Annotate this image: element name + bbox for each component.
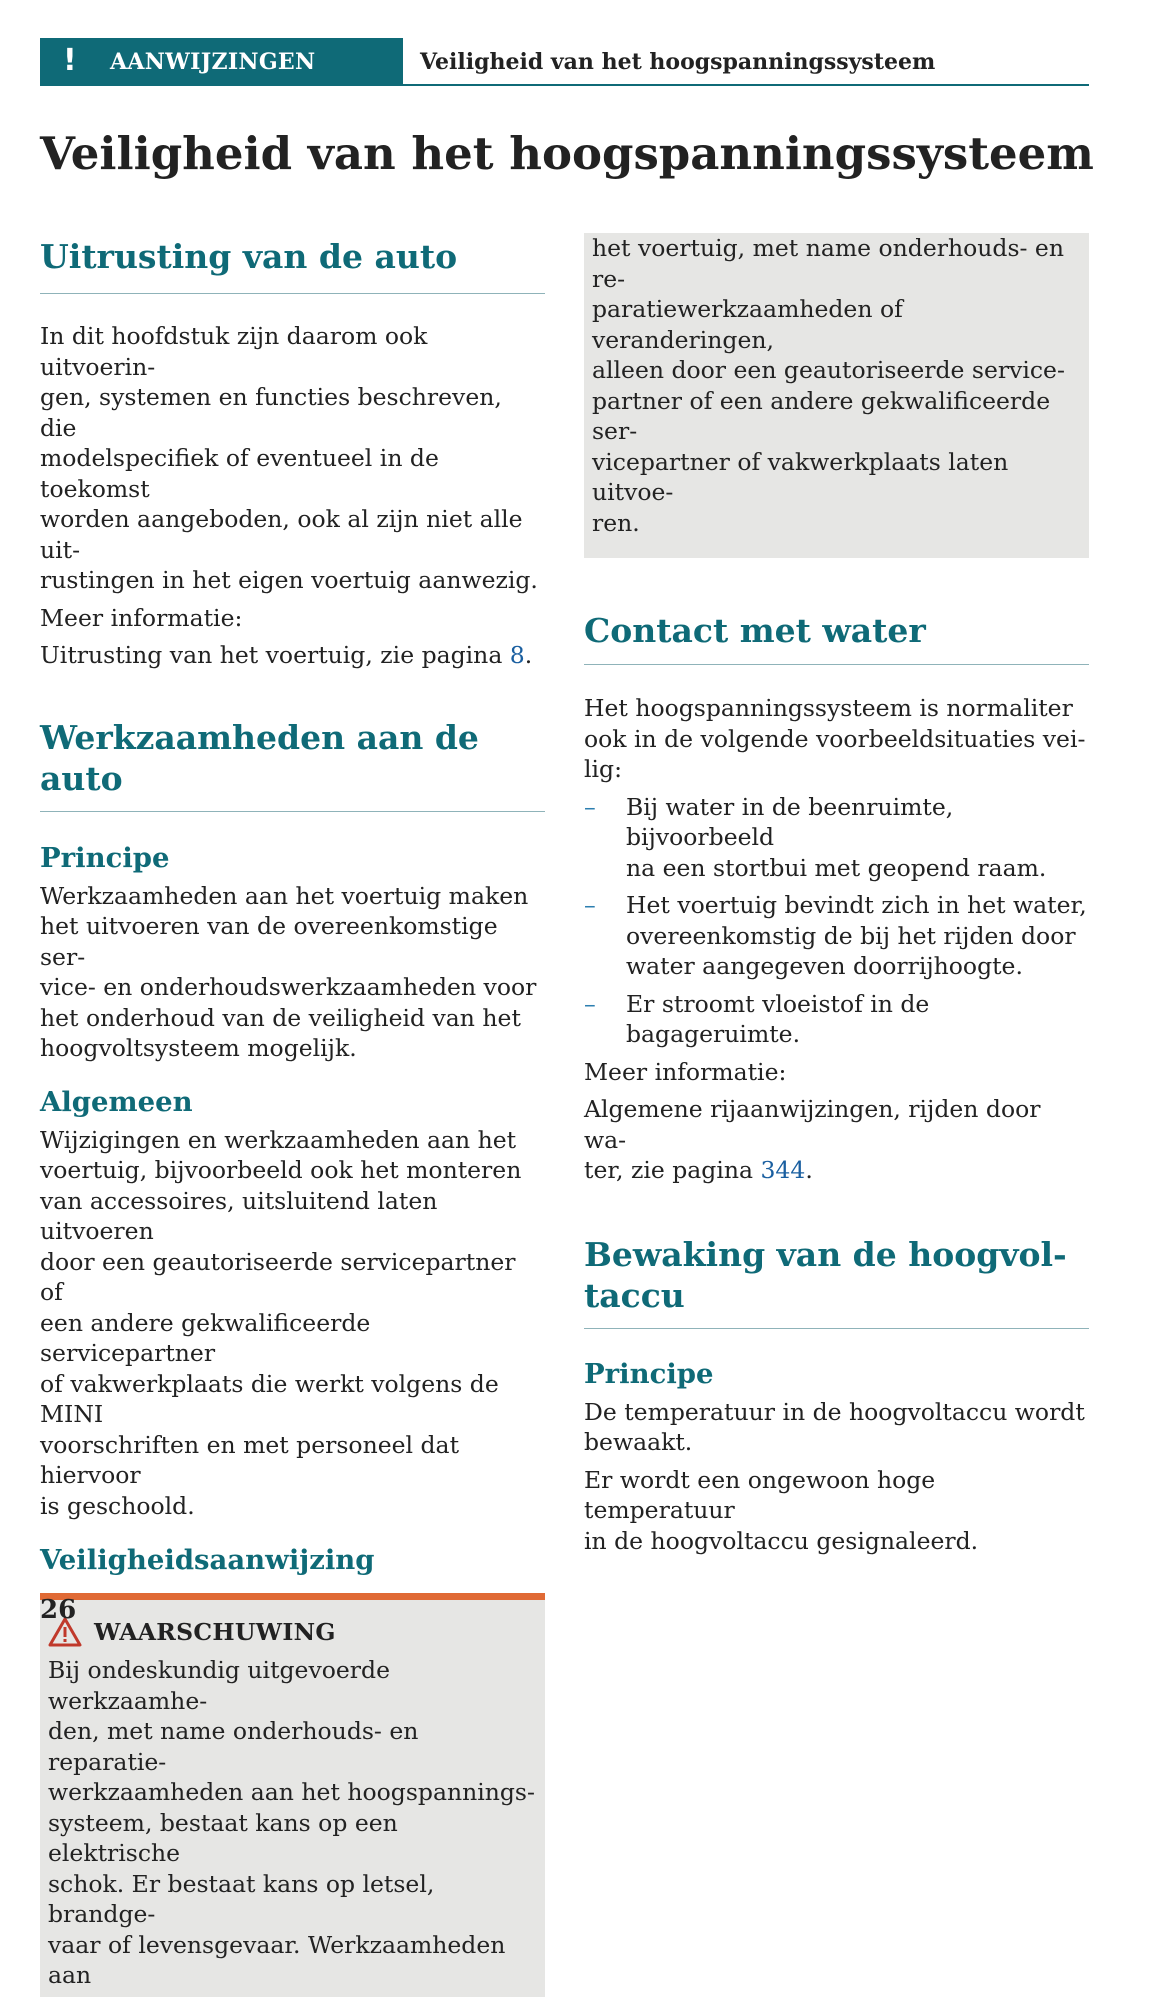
warning-accent-bar xyxy=(40,1593,545,1600)
heading-veiligheidsaanwijzing: Veiligheidsaanwijzing xyxy=(40,1544,375,1576)
warning-box xyxy=(40,1593,545,1997)
section-rule xyxy=(40,293,545,294)
warning-header xyxy=(48,1617,537,1647)
bewaking-paragraph-1: De temperatuur in de hoogvoltaccu wordt bewaakt. xyxy=(584,1397,1085,1456)
section-tab xyxy=(40,38,403,86)
page-header xyxy=(40,38,1089,86)
exclamation-icon: ! xyxy=(63,43,77,78)
section-rule xyxy=(584,1328,1089,1329)
heading-principe: Principe xyxy=(584,1357,714,1390)
heading-contact-water: Contact met water xyxy=(584,611,926,650)
list-item: – Er stroomt vloeistof in de bagageruimte. xyxy=(584,989,930,1048)
heading-algemeen: Algemeen xyxy=(40,1085,193,1118)
principe-paragraph: Werkzaamheden aan het voertuig maken het uitvoeren van de overeenkomstige ser- vice- en onderhoudswerkzaamheden voor het onderhoud van de veiligheid van het hoogvoltsysteem mogelijk. xyxy=(40,881,537,1062)
warning-text: Bij ondeskundig uitgevoerde werkzaamhe- den, met name onderhouds- en reparatie- werkzaamheden aan het hoogspannings- systeem, bestaat kans op een elektrische schok. Er bestaat kans op letsel, brandge- vaar of levensgevaar. Werkzaamheden aan xyxy=(48,1656,535,1989)
uitrusting-paragraph: In dit hoofdstuk zijn daarom ook uitvoerin- gen, systemen en functies beschreven, die modelspecifiek of eventueel in de toekomst worden aangeboden, ook al zijn niet alle uit- rustingen in het eigen voertuig aanwezig. xyxy=(40,322,538,594)
heading-werkzaamheden: Werkzaamheden aan de auto xyxy=(40,717,479,798)
bullet-dash: – xyxy=(584,792,596,821)
meer-informatie-label: Meer informatie: xyxy=(584,1057,787,1086)
section-rule xyxy=(584,664,1089,665)
list-item: – Het voertuig bevindt zich in het water, overeenkomstig de bij het rijden door water aangegeven doorrijhoogte. xyxy=(584,891,1087,980)
list-item: – Bij water in de beenruimte, bijvoorbeeld na een stortbui met geopend raam. xyxy=(584,792,1047,882)
warning-box-continued xyxy=(584,233,1089,558)
warning-title: WAARSCHUWING xyxy=(94,1618,336,1646)
bullet-dash: – xyxy=(584,989,596,1018)
meer-informatie-label: Meer informatie: xyxy=(40,603,243,632)
section-rule xyxy=(40,811,545,812)
heading-bewaking: Bewaking van de hoogvol- taccu xyxy=(584,1234,1067,1315)
heading-uitrusting: Uitrusting van de auto xyxy=(40,237,458,276)
water-reference: Algemene rijaanwijzingen, rijden door wa- ter, zie pagina 344. xyxy=(584,1095,1041,1184)
bewaking-paragraph-2: Er wordt een ongewoon hoge temperatuur in de hoogvoltaccu gesignaleerd. xyxy=(584,1465,979,1555)
heading-principe: Principe xyxy=(40,841,170,874)
page-link-8[interactable]: 8 xyxy=(509,641,525,669)
water-intro: Het hoogspanningssysteem is normaliter ook in de volgende voorbeeldsituaties vei- lig: xyxy=(584,694,1086,783)
uitrusting-reference: Uitrusting van het voertuig, zie pagina 8. xyxy=(40,641,533,669)
running-title: Veiligheid van het hoogspanningssysteem xyxy=(420,49,936,75)
warning-text-continued: het voertuig, met name onderhouds- en re- paratiewerkzaamheden of veranderingen, alleen door een geautoriseerde service- partner of een andere gekwalificeerde ser- vicepartner of vakwerkplaats laten uitvoe- ren. xyxy=(592,234,1065,537)
section-label: AANWIJZINGEN xyxy=(110,49,316,75)
header-rule xyxy=(403,84,1089,86)
page-number: 26 xyxy=(40,1595,77,1625)
page-title: Veiligheid van het hoogspanningssysteem xyxy=(40,127,1094,180)
left-column xyxy=(40,236,545,1997)
algemeen-paragraph: Wijzigingen en werkzaamheden aan het voertuig, bijvoorbeeld ook het monteren van accessoires, uitsluitend laten uitvoeren door een geautoriseerde servicepartner of een andere gekwalificeerde servicepartner of vakwerkplaats die werkt volgens de MINI voorschriften en met personeel dat hiervoor is geschoold. xyxy=(40,1125,522,1520)
page-link-344[interactable]: 344 xyxy=(760,1156,806,1184)
bullet-dash: – xyxy=(584,891,596,919)
right-column xyxy=(584,236,1089,1556)
